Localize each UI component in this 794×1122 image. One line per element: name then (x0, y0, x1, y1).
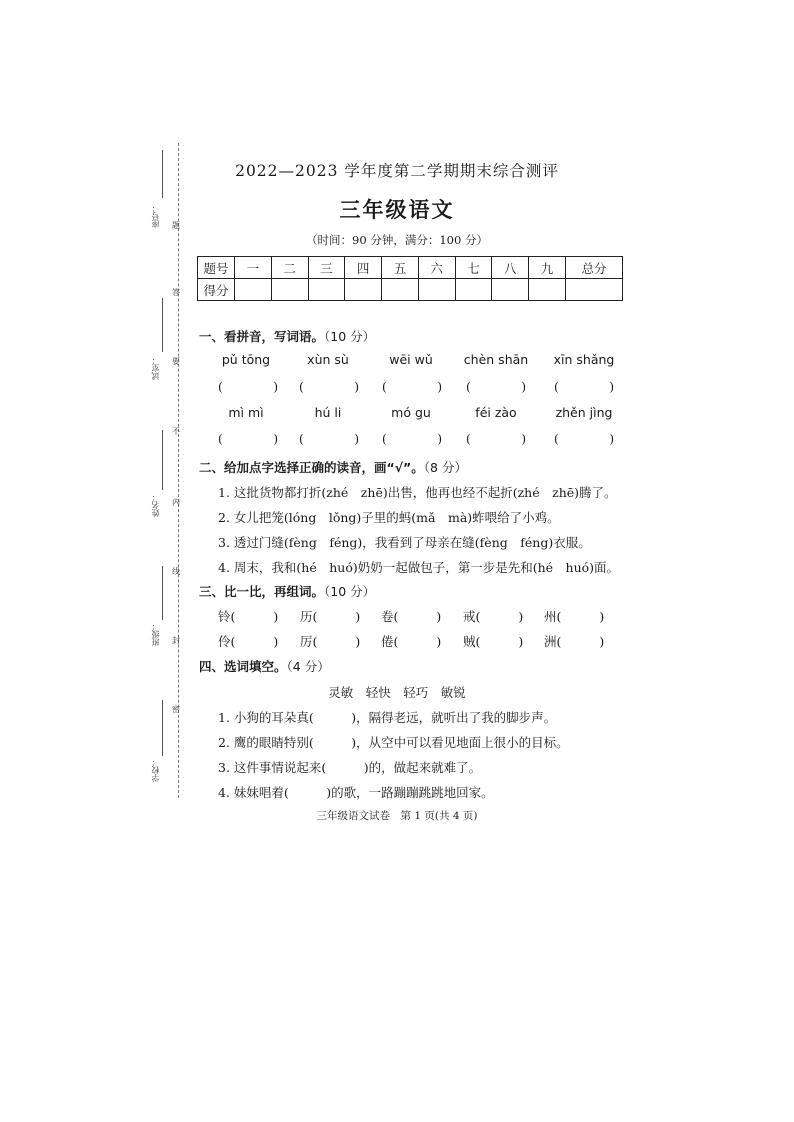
question-line: 1. 这批货物都打折(zhé zhē)出售，他再也经不起折(zhé zhē)腾了。 (218, 485, 617, 500)
paren: ( (554, 432, 559, 446)
answer-blank[interactable] (218, 380, 278, 394)
score-table-score-row (198, 279, 623, 301)
answer-blank[interactable] (299, 380, 359, 394)
class-blank[interactable] (162, 566, 163, 620)
char-prompt: 厉( (300, 634, 318, 649)
seat-number-label: 座号： (151, 204, 160, 228)
section-1-heading (199, 327, 375, 345)
char-prompt: 戒( (463, 609, 481, 624)
binding-mark: 密 (172, 705, 180, 714)
binding-mark: 内 (172, 498, 180, 507)
paren: ) (518, 609, 524, 624)
char-prompt: 卷( (381, 609, 399, 624)
pinyin: xīn shǎng (553, 352, 615, 367)
paren: ( (554, 380, 559, 394)
table-cell: 五 (382, 257, 419, 279)
exam-title: 2022—2023 学年度第二学期期末综合测评 (235, 162, 559, 180)
paren: ) (436, 609, 442, 624)
paren: ) (354, 380, 359, 394)
section-points: （10 分） (324, 584, 376, 599)
binding-mark: 题 (172, 221, 180, 230)
section-title: 三、比一比，再组词。 (199, 584, 325, 599)
word-group-item[interactable] (300, 632, 360, 650)
paren: ) (354, 432, 359, 446)
score-cell[interactable] (271, 279, 308, 301)
class-label: 班级： (151, 622, 160, 646)
question-line: 4. 周末，我和(hé huó)奶奶一起做包子，第一步是先和(hé huó)面。 (218, 560, 620, 575)
paren: ) (609, 380, 614, 394)
paren: ( (382, 432, 387, 446)
school-label: 学校： (151, 758, 160, 782)
table-cell: 九 (529, 257, 566, 279)
question-line: 2. 女儿把笼(lóng lǒng)子里的蚂(mǎ mà)蚱喂给了小鸡。 (218, 510, 560, 525)
pinyin: mì mì (228, 405, 264, 420)
pinyin: xùn sù (307, 352, 349, 367)
paren: ) (273, 634, 279, 649)
char-prompt: 贼( (463, 634, 481, 649)
char-prompt: 铃( (218, 609, 236, 624)
section-title: 一、看拼音，写词语。 (199, 329, 325, 344)
paren: ( (218, 432, 223, 446)
score-cell[interactable] (235, 279, 272, 301)
word-group-item[interactable] (218, 632, 278, 650)
paren: ) (436, 634, 442, 649)
question-line: 4. 妹妹唱着( )的歌，一路蹦蹦跳跳地回家。 (218, 785, 494, 800)
paren: ( (299, 380, 304, 394)
table-cell: 二 (271, 257, 308, 279)
question-line: 3. 透过门缝(fèng féng)，我看到了母亲在缝(fèng féng)衣服。 (218, 535, 591, 550)
answer-blank[interactable] (382, 432, 442, 446)
paren: ) (437, 380, 442, 394)
section-points: （8 分） (423, 460, 467, 475)
answer-blank[interactable] (466, 380, 526, 394)
score-cell[interactable] (529, 279, 566, 301)
score-cell[interactable] (345, 279, 382, 301)
table-cell: 七 (455, 257, 492, 279)
binding-mark: 封 (172, 636, 180, 645)
paren: ) (599, 609, 605, 624)
name-blank[interactable] (162, 430, 163, 490)
table-cell: 总分 (566, 257, 623, 279)
pinyin: pǔ tōng (221, 352, 271, 367)
score-cell[interactable] (566, 279, 623, 301)
name-label: 姓名： (151, 493, 160, 517)
answer-blank[interactable] (466, 432, 526, 446)
section-2-heading (199, 458, 467, 476)
binding-mark: 答 (172, 288, 180, 297)
word-group-item[interactable] (463, 607, 523, 625)
paren: ) (518, 634, 524, 649)
binding-mark: 要 (172, 357, 180, 366)
table-cell: 四 (345, 257, 382, 279)
paren: ) (599, 634, 605, 649)
word-group-item[interactable] (218, 607, 278, 625)
section-points: （4 分） (286, 659, 330, 674)
answer-blank[interactable] (382, 380, 442, 394)
word-group-item[interactable] (544, 632, 604, 650)
paren: ) (521, 432, 526, 446)
paren: ) (273, 432, 278, 446)
table-cell: 三 (308, 257, 345, 279)
school-blank[interactable] (162, 700, 163, 756)
score-table-header-row (198, 257, 623, 279)
paren: ) (521, 380, 526, 394)
paren: ) (437, 432, 442, 446)
paren: ) (355, 634, 361, 649)
binding-mark: 线 (172, 567, 180, 576)
question-line: 3. 这件事情说起来( )的，做起来就难了。 (218, 760, 482, 775)
paren: ( (466, 432, 471, 446)
binding-mark: 不 (172, 427, 180, 436)
table-cell: 六 (418, 257, 455, 279)
char-prompt: 洲( (544, 634, 562, 649)
score-cell[interactable] (492, 279, 529, 301)
paren: ) (609, 432, 614, 446)
pinyin: hú li (314, 405, 342, 420)
pinyin: zhěn jìng (555, 405, 613, 420)
paren: ) (273, 609, 279, 624)
char-prompt: 伶( (218, 634, 236, 649)
char-prompt: 历( (300, 609, 318, 624)
pinyin: féi zào (475, 405, 517, 420)
word-group-item[interactable] (381, 632, 441, 650)
word-group-item[interactable] (463, 632, 523, 650)
paren: ) (355, 609, 361, 624)
question-line: 2. 鹰的眼睛特别( )，从空中可以看见地面上很小的目标。 (218, 735, 569, 750)
question-line: 1. 小狗的耳朵真( )，隔得老远，就听出了我的脚步声。 (218, 710, 557, 725)
exam-room-blank[interactable] (162, 298, 163, 352)
paren: ( (466, 380, 471, 394)
score-cell[interactable] (418, 279, 455, 301)
pinyin: chèn shān (463, 352, 529, 367)
section-3-heading (199, 582, 375, 600)
word-choices: 灵敏 轻快 轻巧 敏锐 (328, 685, 466, 700)
answer-blank[interactable] (554, 432, 614, 446)
answer-blank[interactable] (554, 380, 614, 394)
section-title: 二、给加点字选择正确的读音，画“√”。 (199, 460, 424, 475)
exam-room-label: 试室： (151, 356, 160, 380)
time-info: （时间：90 分钟，满分：100 分） (306, 233, 488, 247)
score-cell[interactable] (308, 279, 345, 301)
word-group-item[interactable] (300, 607, 360, 625)
section-title: 四、选词填空。 (199, 659, 287, 674)
char-prompt: 倦( (381, 634, 399, 649)
page-footer: 三年级语文试卷 第 1 页(共 4 页) (316, 810, 478, 822)
section-4-heading (199, 657, 330, 675)
score-cell[interactable] (455, 279, 492, 301)
word-group-item[interactable] (544, 607, 604, 625)
table-cell: 题号 (198, 257, 235, 279)
pinyin: mó gu (391, 405, 431, 420)
answer-blank[interactable] (218, 432, 278, 446)
subject-title: 三年级语文 (339, 198, 455, 222)
char-prompt: 州( (544, 609, 562, 624)
table-cell: 八 (492, 257, 529, 279)
table-cell: 一 (235, 257, 272, 279)
score-cell[interactable] (382, 279, 419, 301)
pinyin: wēi wǔ (389, 352, 433, 367)
paren: ( (218, 380, 223, 394)
table-cell: 得分 (198, 279, 235, 301)
section-points: （10 分） (324, 329, 376, 344)
paren: ( (299, 432, 304, 446)
paren: ) (273, 380, 278, 394)
score-table (197, 256, 623, 301)
paren: ( (382, 380, 387, 394)
answer-blank[interactable] (299, 432, 359, 446)
word-group-item[interactable] (381, 607, 441, 625)
